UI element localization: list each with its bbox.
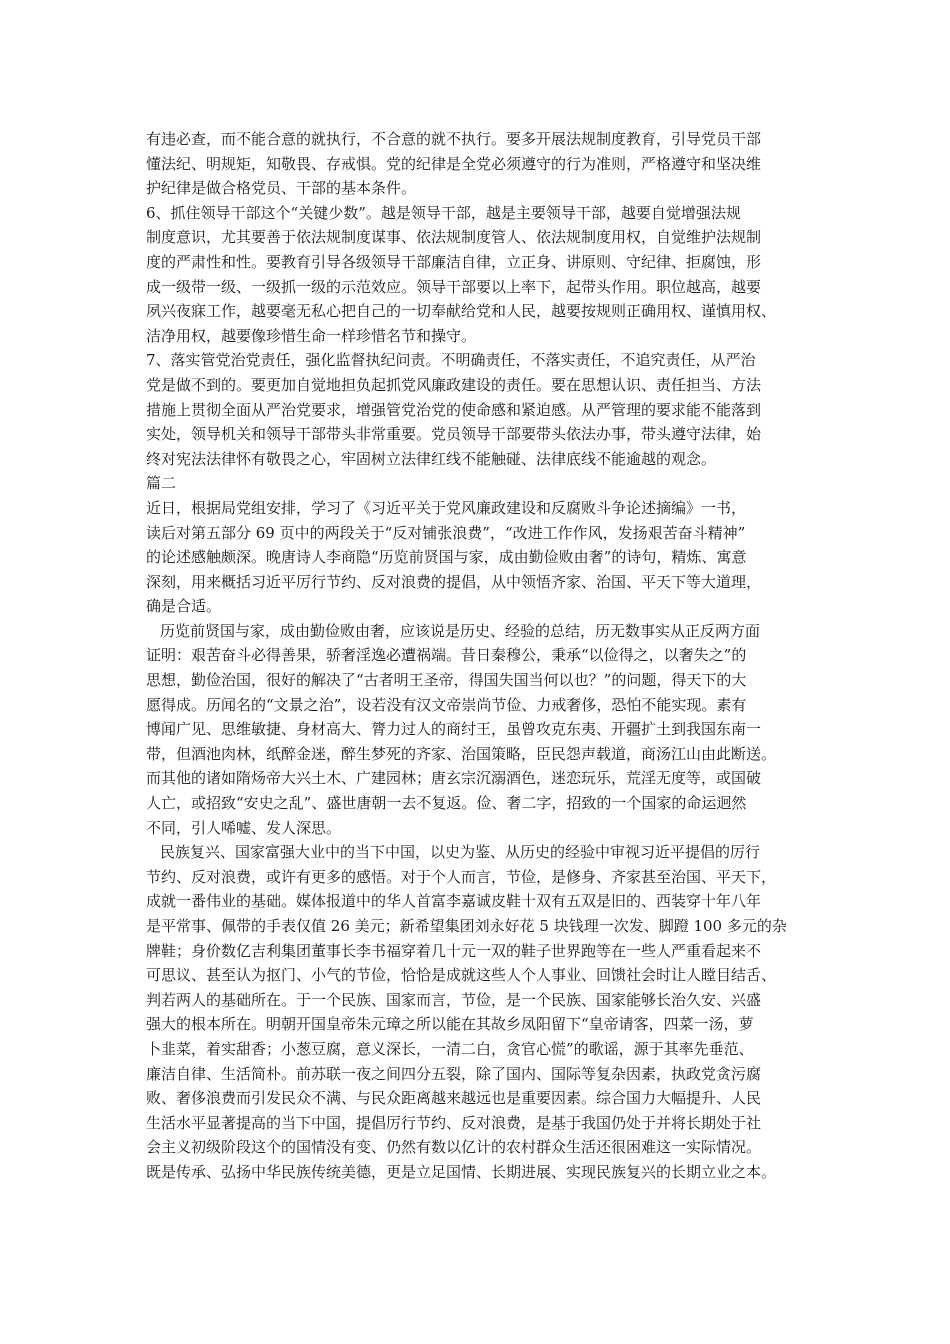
text-line: 懂法纪、明规矩，知敬畏、存戒惧。党的纪律是全党必须遵守的行为准则，严格遵守和坚决维 xyxy=(146,154,762,173)
text-line: 确是合适。 xyxy=(146,597,222,616)
text-line: 民族复兴、国家富强大业中的当下中国，以史为鉴、从历史的经验中审视习近平提倡的厉行 xyxy=(160,843,761,862)
text-line: 度的严肃性和性。要教育引导各级领导干部廉洁自律，立正身、讲原则、守纪律、拒腐蚀，形 xyxy=(146,252,762,271)
text-line: 成一级带一级、一级抓一级的示范效应。领导干部要以上率下，起带头作用。职位越高，越要 xyxy=(146,277,762,296)
text-line: 证明：艰苦奋斗必得善果，骄奢淫逸必遭祸端。昔日秦穆公，秉承“以俭得之，以奢失之”的 xyxy=(146,646,747,665)
text-line: 7、落实管党治党责任，强化监督执纪问责。不明确责任，不落实责任，不追究责任，从严治 xyxy=(146,351,756,370)
paragraph xyxy=(146,348,812,471)
text-line: 措施上贯彻全面从严治党要求，增强管党治党的使命感和紧迫感。从严管理的要求能不能落到 xyxy=(146,400,762,419)
text-line: 夙兴夜寐工作，越要毫无私心把自己的一切奉献给党和人民，越要按规则正确用权、谨慎用权、 xyxy=(146,302,777,321)
text-line: 成就一番伟业的基础。媒体报道中的华人首富李嘉诚皮鞋十双有五双是旧的、西装穿十年八年 xyxy=(146,892,762,911)
text-line: 有违必查，而不能合意的就执行，不合意的就不执行。要多开展法规制度教育，引导党员干部 xyxy=(146,130,762,148)
text-line: 判若两人的基础所在。于一个民族、国家而言，节俭，是一个民族、国家能够长治久安、兴盛 xyxy=(146,990,762,1009)
text-line: 愿得成。历闻名的“文景之治”，设若没有汉文帝崇尚节俭、力戒奢侈，恐怕不能实现。素有 xyxy=(146,695,747,714)
paragraph xyxy=(146,840,812,1184)
text-line: 思想，勤俭治国，很好的解决了“古者明王圣帝，得国失国当何以也？”的问题，得天下的大 xyxy=(146,671,747,690)
text-line: 历览前贤国与家，成由勤俭败由奢，应该说是历史、经验的总结，历无数事实从正反两方面 xyxy=(160,621,761,640)
text-line: 不同，引人唏嘘、发人深思。 xyxy=(146,818,342,837)
text-line: 读后对第五部分 69 页中的两段关于“反对铺张浪费”，“改进工作作风，发扬艰苦奋斗精神” xyxy=(146,523,746,542)
text-line: 深刻，用来概括习近平厉行节约、反对浪费的提倡，从中领悟齐家、治国、平天下等大道理， xyxy=(146,572,762,591)
text-line: 卜韭菜，着实甜香；小葱豆腐，意义深长，一清二白，贪官心慌”的歌谣，源于其率先垂范、 xyxy=(146,1039,754,1058)
text-line: 败、奢侈浪费而引发民众不满、与民众距离越来越远也是重要因素。综合国力大幅提升、人民 xyxy=(146,1089,762,1108)
text-line: 而其他的诸如隋炀帝大兴土木、广建园林；唐玄宗沉溺酒色，迷恋玩乐，荒淫无度等，或国破 xyxy=(146,769,762,788)
document-page xyxy=(146,127,812,1185)
text-line: 党是做不到的。要更加自觉地担负起抓党风廉政建设的责任。要在思想认识、责任担当、方法 xyxy=(146,375,762,394)
text-line: 会主义初级阶段这个的国情没有变、仍然有数以亿计的农村群众生活还很困难这一实际情况。 xyxy=(146,1138,762,1157)
paragraph xyxy=(146,496,812,619)
text-line: 节约、反对浪费，或许有更多的感悟。对于个人而言，节俭，是修身、齐家甚至治国、平天下， xyxy=(146,867,777,886)
paragraph xyxy=(146,127,812,201)
text-line: 博闻广见、思维敏捷、身材高大、膂力过人的商纣王，虽曾攻克东夷、开疆扩土到我国东南一 xyxy=(146,720,762,739)
text-line: 6、抓住领导干部这个“关键少数”。越是领导干部，越是主要领导干部，越要自觉增强法规 xyxy=(146,203,741,222)
text-line: 的论述感触颇深。晚唐诗人李商隐“历览前贤国与家，成由勤俭败由奢”的诗句，精炼、寓意 xyxy=(146,548,747,567)
text-line: 终对宪法法律怀有敬畏之心，牢固树立法律红线不能触碰、法律底线不能逾越的观念。 xyxy=(146,449,717,468)
text-line: 既是传承、弘扬中华民族传统美德，更是立足国情、长期进展、实现民族复兴的长期立业之本。 xyxy=(146,1162,777,1181)
text-line: 洁净用权，越要像珍惜生命一样珍惜名节和操守。 xyxy=(146,326,477,345)
text-line: 近日，根据局党组安排，学习了《习近平关于党风廉政建设和反腐败斗争论述摘编》一书， xyxy=(146,498,747,517)
text-line: 护纪律是做合格党员、干部的基本条件。 xyxy=(146,179,417,198)
text-line: 人亡，或招致“安史之乱”、盛世唐朝一去不复返。俭、奢二字，招致的一个国家的命运迥然 xyxy=(146,794,747,813)
text-line: 强大的根本所在。明朝开国皇帝朱元璋之所以能在其故乡凤阳留下“皇帝请客，四菜一汤，萝 xyxy=(146,1015,754,1034)
paragraph xyxy=(146,201,812,349)
text-line: 可思议、甚至认为抠门、小气的节俭，恰恰是成就这些人个人事业、回馈社会时让人瞠目结舌、 xyxy=(146,966,777,985)
text-line: 廉洁自律、生活简朴。前苏联一夜之间四分五裂，除了国内、国际等复杂因素，执政党贪污腐 xyxy=(146,1064,762,1083)
text-line: 实处，领导机关和领导干部带头非常重要。党员领导干部要带头依法办事，带头遵守法律，始 xyxy=(146,425,762,444)
text-line: 牌鞋；身价数亿吉利集团董事长李书福穿着几十元一双的鞋子世界跑等在一些人严重看起来不 xyxy=(146,941,762,960)
text-line: 生活水平显著提高的当下中国，提倡厉行节约、反对浪费，是基于我国仍处于并将长期处于社 xyxy=(146,1113,762,1132)
section-heading xyxy=(146,471,812,496)
text-line: 制度意识，尤其要善于依法规制度谋事、依法规制度管人、依法规制度用权，自觉维护法规制 xyxy=(146,228,762,247)
paragraph xyxy=(146,619,812,840)
text-line: 是平常事、佩带的手表仅值 26 美元；新希望集团刘永好花 5 块钱理一次发、脚蹬 100 多元的杂 xyxy=(146,917,787,935)
text-line: 篇二 xyxy=(146,474,177,493)
text-line: 带，但酒池肉林，纸醉金迷，醉生梦死的齐家、治国策略，臣民怨声载道，商汤江山由此断送。 xyxy=(146,744,777,763)
